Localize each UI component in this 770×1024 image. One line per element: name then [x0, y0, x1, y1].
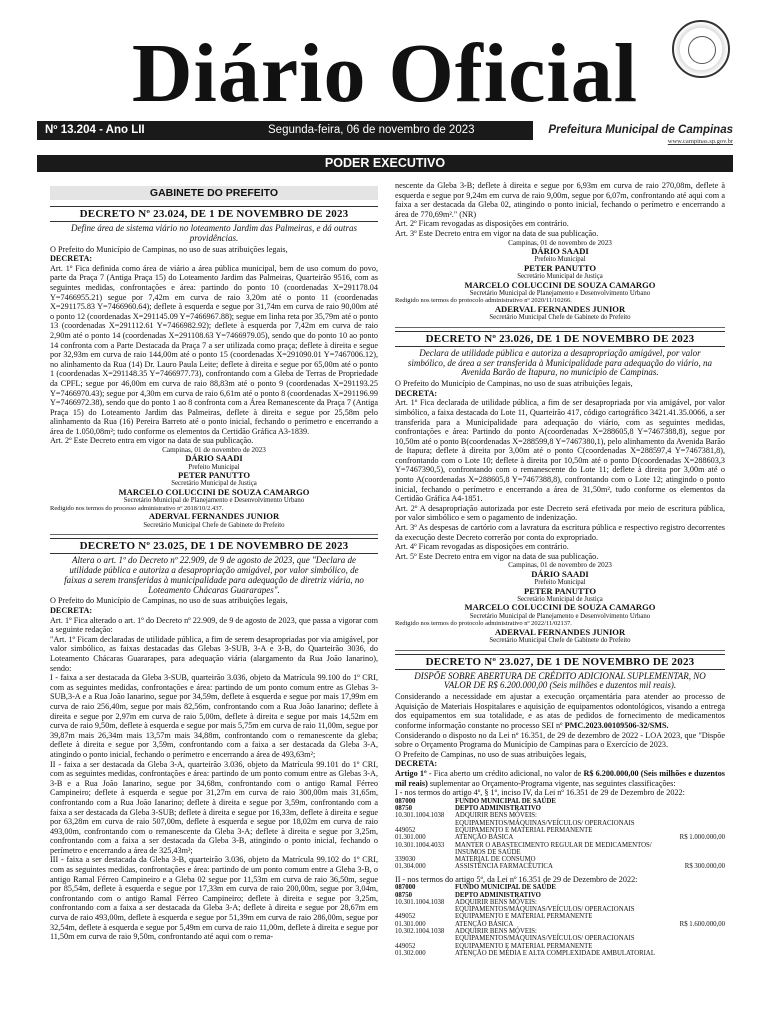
budget-cell-c3 — [655, 856, 725, 863]
signer-role: Prefeito Municipal — [188, 463, 240, 471]
decreta-label: DECRETA: — [395, 759, 438, 769]
signer-role: Secretário Municipal de Justiça — [517, 272, 603, 280]
budget-cell-c2: DEPTO ADMINISTRATIVO — [455, 891, 541, 899]
budget-cell-c1: 01.302.000 — [395, 949, 426, 957]
process-note: Redigido nos termos do protocolo administrativo nº 2020/11/10266. — [395, 297, 572, 305]
left-column — [50, 181, 378, 942]
decree-article: Art. 1º Fica definida como área de viário a área pública municipal, bem de uso comum do povo, parte da Praça 7 (Antiga Praça 15) do Loteamento Jardim das Palmeiras, Quarteirão 9516, com as seguintes medidas, confrontações e área: partindo do ponto 10 (coordenadas X=291178.04 Y=7466955.21) segue por 7,42m em curva de raio 3,20m até o ponto 11 (coordenadas X=291175.83 Y=7466960.64); deflete à esquerda e segue por 31,74m em curva de raio 90,00m até o ponto 12 (coordenadas X=291145.09 Y=7466967.88); segue em linha reta por 35,79m até o ponto 13 (coordenadas X=291112.61 Y=7466982.92); deflete à esquerda por 7,42m em curva de raio 2,90m até o ponto 14 (coordenadas X=291108.63 Y=7466979.05), sendo que do ponto 10 ao ponto 14 confronta com a Parte Destacada da Praça 7 a ser utilizada como praça; deflete à direita e segue por 32,93m em curva de raio 144,00m até o ponto 15 (coordenadas X=291090.01 Y=7467006.12), no alinhamento da Rua (14) Dr. Lauro Paula Leite; deflete à direita e segue por 65,00m até o ponto 1 (coordenadas X=291148.35 Y=7466977.73), confrontando com a Gleba de Terras de Propriedade da CPFL; segue por 46,00m em curva de raio 88,83m até o ponto 9 (coordenadas X=291193.25 Y=7466970.43); segue por 4,30m em curva de raio 6,61m até o ponto 8 (coordenadas X=291196.99 Y=7466972.38), sendo que do ponto 1 ao 8 confronta com a Área Remanescente da Praça 7 (Antiga Praça 15) do Loteamento Jardim das Palmeiras, deflete à direita e segue por 25,58m pelo alinhamento da Rua (16) Pereira Barreto até o ponto inicial, fechando o perímetro e encerrando a área de 1.050,08m²; tudo conforme os elementos da Certidão Gráfica A3-1839. — [50, 263, 378, 436]
decree-23024-ementa: Define área de sistema viário no loteamento Jardim das Palmeiras, e dá outras providências. — [70, 223, 358, 243]
budget-cell-c3 — [655, 884, 725, 891]
budget-row — [395, 842, 725, 857]
signer-name: DÁRIO SAADI — [531, 568, 589, 579]
budget-cell-c1: 01.304.000 — [395, 863, 426, 871]
decree-paragraph: Considerando o disposto no da Lei nº 16.351, de 29 de dezembro de 2022 - LOA 2023, que "Dispõe sobre o Orçamento Programa do Município de Campinas para o Exercício de 2023. — [395, 730, 725, 750]
signer-role: Secretário Municipal de Planejamento e Desenvolvimento Urbano — [123, 497, 305, 505]
budget-row — [395, 943, 725, 950]
budget-row — [395, 863, 725, 870]
signer-name: ADERVAL FERNANDES JUNIOR — [494, 626, 626, 637]
decree-article: Art. 2º A desapropriação autorizada por este Decreto será efetivada por meio de escritura pública, por valor simbólico e sem o pagamento de indenização. — [395, 503, 725, 523]
budget-cell-c2: FUNDO MUNICIPAL DE SAÚDE — [455, 797, 556, 805]
divider — [395, 327, 725, 328]
decreta-label: DECRETA: — [395, 388, 438, 398]
decree-paragraph: Art. 1º Fica alterado o art. 1º do Decreto nº 22.909, de 9 de agosto de 2023, que passa a vigorar com a seguinte redação: — [50, 615, 378, 635]
budget-row — [395, 856, 725, 863]
signer-name: MARCELO COLUCCINI DE SOUZA CAMARGO — [118, 487, 310, 498]
budget-cell-c3 — [655, 899, 725, 914]
budget-cell-c1: 087000 — [395, 797, 416, 805]
budget-cell-c1: 08750 — [395, 891, 412, 899]
budget-cell-c1: 08750 — [395, 805, 412, 813]
budget-cell-c2: DEPTO ADMINISTRATIVO — [455, 805, 541, 813]
right-column — [395, 181, 725, 957]
decree-23025-ementa: Altera o art. 1º do Decreto nº 22.909, de 9 de agosto de 2023, que "Declara de utilidade pública e autoriza a desapropriação amigável, por valor simbólico, de faixas a serem transferidas à municipalidade para adequação de diretriz viária, no Loteamento Chácaras Guararapes". — [64, 555, 364, 595]
budget-cell-c3: R$ 1.600.000,00 — [679, 920, 725, 928]
signer-name: DÁRIO SAADI — [185, 453, 243, 464]
signature-date: Campinas, 01 de novembro de 2023 — [508, 238, 612, 247]
signer-role: Secretário Municipal de Justiça — [171, 480, 257, 488]
budget-row — [395, 827, 725, 834]
signature-date: Campinas, 01 de novembro de 2023 — [162, 446, 266, 455]
budget-cell-c1: 449052 — [395, 942, 416, 950]
budget-cell-c3 — [655, 812, 725, 827]
decree-paragraph: III - faixa a ser destacada da Gleba 3-B, quarteirão 3.036, objeto da Matrícula 99.102 do 1º CRI, com as seguintes medidas, confrontações e área: partindo de um ponto comum entre a Gleba 3-B, o antigo Ramal Férreo Campineiro e a Gleba 02 segue por 11,53m em curva de raio 36,50m, segue por 85,54m, deflete à esquerda e segue por 17,33m em curva de raio 200,00m, segue por 3,04m, confrontando com o antigo Ramal Férreo Campineiro; deflete à direita e segue por 3,25m, confrontando com a faixa a ser destacada da Gleba 3-A; deflete à direita e segue por 28,67m em curva de raio 493,00m, deflete à esquerda e segue por 51,39m em curva de raio 286,00m, segue por 32,54m, deflete à esquerda e segue por 5,49m em curva de raio 11,00m, deflete à direita e segue por 11,50m em curva de raio 9,50m, confrontando até aqui com o rema- — [50, 855, 378, 942]
budget-cell-c1: 087000 — [395, 884, 416, 892]
budget-row — [395, 928, 725, 943]
budget-clause: II - nos termos do artigo 5º, da Lei nº 16.351 de 29 de Dezembro de 2022: — [395, 874, 638, 884]
process-note: Redigido nos termos do processo administrativo nº 2018/10/2.437. — [50, 504, 224, 512]
decreta-label: DECRETA: — [50, 606, 93, 616]
decree-article: Art. 3º As despesas de cartório com a lavratura da escritura pública e respectivo registro decorrentes da execução deste Decreto correrão por conta do expropriado. — [395, 523, 725, 542]
divider — [395, 650, 725, 651]
budget-cell-c3 — [655, 950, 725, 957]
signer-role: Secretário Municipal de Planejamento e Desenvolvimento Urbano — [469, 289, 651, 297]
signer-role: Secretário Municipal Chefe de Gabinete do Prefeito — [489, 314, 631, 322]
decreta-label: DECRETA: — [50, 254, 93, 264]
budget-row — [395, 812, 725, 827]
budget-cell-c3 — [655, 798, 725, 805]
budget-row — [395, 834, 725, 841]
signer-role: Secretário Municipal de Planejamento e Desenvolvimento Urbano — [469, 612, 651, 620]
decree-intro: O Prefeito de Campinas, no uso de suas atribuições legais, — [395, 749, 587, 759]
budget-cell-c2: MATERIAL DE CONSUMO — [455, 856, 536, 864]
budget-cell-c3: R$ 1.000.000,00 — [679, 834, 725, 842]
budget-cell-c3: R$ 300.000,00 — [684, 863, 725, 871]
signer-name: PETER PANUTTO — [523, 585, 597, 596]
budget-cell-c2: ADQUIRIR BENS MÓVEIS: EQUIPAMENTOS/MÁQUINAS/VEÍCULOS/ OPERACIONAIS — [455, 812, 635, 827]
signer-name: PETER PANUTTO — [177, 470, 251, 481]
budget-cell-c3 — [655, 913, 725, 920]
budget-cell-c2: EQUIPAMENTO E MATERIAL PERMANENTE — [455, 942, 593, 950]
budget-cell-c1: 01.301.000 — [395, 834, 426, 842]
issue-number: Nº 13.204 - Ano LII — [45, 124, 145, 136]
budget-cell-c2: ATENÇÃO DE MÉDIA E ALTA COMPLEXIDADE AMBULATORIAL — [455, 949, 655, 957]
decree-23027-title: DECRETO Nº 23.027, DE 1 DE NOVEMBRO DE 2023 — [395, 654, 725, 670]
decree-paragraph: II - faixa a ser destacada da Gleba 3-A, quarteirão 3.036, objeto da Matrícula 99.101 do 1º CRI, com as seguintes medidas, confrontações e área: partindo de um ponto comum entre as Glebas 3-A, 3-B e a Rua João Ianarino, segue por 34,68m, confrontando com o antigo Ramal Férreo Campineiro; deflete à esquerda e segue por 31,27m em curva de raio 300,00m mais 31,65m, confrontando com a Rua João Ianarino; deflete à direita e segue por 3,59m, confrontando com a faixa a ser destacada da Gleba 3-SUB; deflete à direita e segue por 16,33m, deflete à direita e segue por 63,28m em curva de raio 507,00m, deflete à esquerda e segue por 18,02m em curva de raio 493,00m, confrontando com o remanescente da Gleba 3-A; deflete à direita e segue por 3,25m, confrontando com a faixa a ser destacada da Gleba 3-B, atingindo o ponto inicial, fechando o perímetro e encerrando a área de 325,43m²; — [50, 759, 378, 855]
signer-role: Secretário Municipal de Justiça — [517, 595, 603, 603]
decree-article: Art. 5º Este Decreto entra em vigor na data de sua publicação. — [395, 551, 599, 561]
newspaper-title: Diário Oficial — [131, 27, 639, 120]
decree-article: Art. 3º Este Decreto entra em vigor na data de sua publicação. — [395, 228, 599, 238]
decree-23025-title: DECRETO Nº 23.025, DE 1 DE NOVEMBRO DE 2023 — [50, 538, 378, 554]
budget-row — [395, 892, 725, 899]
decree-paragraph: Considerando a necessidade em ajustar a execução orçamentária para atender ao processo de Aquisição de Materiais Hospitalares e aquisição de equipamentos odontológicos, visando a entrega dos equipamentos em sua totalidade, e as atas de pedidos de fornecimento de medicamentos conforme informação constante no processo SEI nº PMC.2023.00109506-32/SMS. — [395, 692, 725, 730]
signer-name: MARCELO COLUCCINI DE SOUZA CAMARGO — [464, 602, 656, 613]
decree-article: Art. 1º Fica declarada de utilidade pública, a fim de ser desapropriada por via amigável, por valor simbólico, a faixa destacada do Lote 11, Quarteirão 417, código cartográfico 3421.41.35.0066, a ser transferida para a Municipalidade para adequação do viário, com as seguintes medidas, confrontações e área: Partindo do ponto A(coordenadas X=288605,8 Y=7467388,8), segue por 10,50m até o ponto B(coordenadas X=288599,8 Y=7467380,1), pelo alinhamento da Avenida Barão de Itapura; deflete à direita por 3,00m até o ponto C(coordenadas X=288597,4 Y=7467381,8), confrontando com o Lote 10; deflete à direita por 10,50m até o ponto D(coordenadas X=288603,3 Y=7467390,5), confrontando com o remanescente do Lote 11; deflete à direita por 3,00m até o ponto A(coordenadas X=288605,8 Y=7467388,8), confrontando com o Lote 12; atingindo o ponto inicial, fechando o perímetro e encerrando a área de 31,50m², tudo conforme os elementos da Certidão Gráfica A4-1851. — [395, 398, 725, 504]
masthead — [0, 0, 770, 150]
decree-23026-ementa: Declara de utilidade pública e autoriza a desapropriação amigável, por valor simbólico, de área a ser transferida à Municipalidade para adequação do viário, na Avenida Barão de Itapura, no município de Campinas. — [407, 347, 713, 378]
decree-intro: O Prefeito do Município de Campinas, no uso de suas atribuições legais, — [50, 244, 288, 254]
budget-row — [395, 913, 725, 920]
budget-cell-c2: ASSISTÊNCIA FARMACÊUTICA — [455, 863, 553, 871]
signer-name: MARCELO COLUCCINI DE SOUZA CAMARGO — [464, 279, 656, 290]
section-banner: PODER EXECUTIVO — [37, 155, 733, 172]
gabinete-heading: GABINETE DO PREFEITO — [50, 186, 378, 200]
header-bar — [37, 121, 533, 140]
budget-cell-c2: ADQUIRIR BENS MÓVEIS: EQUIPAMENTOS/MÁQUINAS/VEÍCULOS/ OPERACIONAIS — [455, 928, 635, 943]
decree-article: Art. 2º Ficam revogadas as disposições em contrário. — [395, 219, 569, 229]
budget-cell-c1: 10.301.1004.1038 — [395, 898, 445, 906]
budget-cell-c3 — [655, 892, 725, 899]
decree-article: Art. 4º Ficam revogadas as disposições em contrário. — [395, 542, 569, 552]
site-link[interactable]: www.campinas.sp.gov.br — [667, 138, 733, 145]
budget-cell-c1: 449052 — [395, 913, 416, 921]
municipal-seal-icon — [672, 20, 730, 78]
decree-paragraph: nescente da Gleba 3-B; deflete à direita e segue por 6,93m em curva de raio 270,08m, deflete à esquerda e segue por 9,24m em curva de raio 9,00m, segue por 6,07m, confrontando até aqui com a faixa a ser destacada da Gleba 02, atingindo o ponto inicial, fechando o perímetro e encerrando a área de 770,69m²." (NR) — [395, 181, 725, 219]
process-note: Redigido nos termos do protocolo administrativo nº 2022/11/02137. — [395, 620, 572, 628]
budget-cell-c2: ADQUIRIR BENS MÓVEIS: EQUIPAMENTOS/MÁQUINAS/VEÍCULOS/ OPERACIONAIS — [455, 898, 635, 914]
decree-23027-ementa: DISPÕE SOBRE ABERTURA DE CRÉDITO ADICIONAL SUPLEMENTAR, NO VALOR DE R$ 6.200.000,00 (Seis milhões e duzentos mil reais). — [414, 670, 706, 691]
sei-number: PMC.2023.00109506-32/SMS. — [564, 720, 669, 730]
budget-cell-c2: EQUIPAMENTO E MATERIAL PERMANENTE — [455, 913, 593, 921]
signature-date: Campinas, 01 de novembro de 2023 — [508, 561, 612, 570]
budget-cell-c2: MANTER O ABASTECIMENTO REGULAR DE MEDICAMENTOS/ INSUMOS DE SAÚDE — [455, 841, 652, 856]
budget-row — [395, 884, 725, 891]
budget-row — [395, 899, 725, 914]
decree-paragraph: I - faixa a ser destacada da Gleba 3-SUB, quarteirão 3.036, objeto da Matrícula 99.100 do 1º CRI, com as seguintes medidas, confrontações e área: partindo de um ponto comum entre as Glebas 3-SUB,3-A e a Rua João Ianarino, segue por 34,59m, deflete à esquerda e segue por mais 17,99m em curva de raio 256,40m, segue por mais 82,56m, confrontando com a Rua João Ianarino; deflete à direita e segue por 2,97m em curva de raio 5,00m, deflete à direita e segue por mais 14,52m em curva de raio 9,50m, deflete à esquerda e segue por mais 5,75m em curva de raio 11,00m, segue por 39,87m mais 26,34m mais 13,57m mais 34,88m, confrontando com o remanescente da gleba; deflete à direita e segue por 3,59m, confrontando com a faixa a ser destacada da Gleba 3-A, atingindo o ponto inicial, fechando o perímetro e encerrando a área de 493,63m²; — [50, 673, 378, 759]
signer-role: Secretário Municipal Chefe de Gabinete do Prefeito — [143, 521, 285, 529]
budget-cell-c2: ATENÇÃO BÁSICA — [455, 834, 514, 842]
decree-article: Artigo 1º - Fica aberto um crédito adicional, no valor de R$ 6.200.000,00 (Seis milhões e duzentos mil reais) suplementar ao Orçamento-Programa vigente, nas seguintes classificações: — [395, 768, 725, 788]
budget-cell-c1: 449052 — [395, 826, 416, 834]
budget-cell-c1: 339030 — [395, 856, 416, 864]
signer-name: ADERVAL FERNANDES JUNIOR — [148, 511, 280, 522]
signer-role: Prefeito Municipal — [534, 579, 586, 587]
budget-cell-c3 — [655, 805, 725, 812]
budget-cell-c1: 10.302.1004.1038 — [395, 928, 445, 936]
budget-cell-c1: 10.301.1004.1038 — [395, 812, 445, 820]
budget-row — [395, 921, 725, 928]
issue-date: Segunda-feira, 06 de novembro de 2023 — [268, 124, 475, 136]
budget-clause: I - nos termos do artigo 4º, § 1º, inciso IV, da Lei nº 16.351 de 29 de Dezembro de 2022: — [395, 788, 685, 798]
decree-intro: O Prefeito do Município de Campinas, no uso de suas atribuições legais, — [50, 596, 288, 606]
divider — [50, 534, 378, 535]
budget-cell-c3 — [655, 928, 725, 943]
budget-table-2 — [395, 884, 725, 957]
budget-cell-c1: 10.301.1004.4033 — [395, 841, 445, 849]
signer-role: Prefeito Municipal — [534, 256, 586, 264]
decree-paragraph: "Art. 1º Ficam declaradas de utilidade pública, a fim de serem desapropriadas por via amigável, por valor simbólico, as faixas destacadas das Glebas 3-SUB, 3-A e 3-B, do Quarteirão 3036, do Loteamento Chácaras Guararapes, para adequação viária (alargamento da Rua João Ianarino), sendo: — [50, 634, 378, 673]
budget-row — [395, 950, 725, 957]
budget-row — [395, 805, 725, 812]
budget-cell-c2: FUNDO MUNICIPAL DE SAÚDE — [455, 884, 556, 892]
budget-cell-c3 — [655, 842, 725, 857]
decree-23024-title: DECRETO Nº 23.024, DE 1 DE NOVEMBRO DE 2023 — [50, 206, 378, 222]
decree-article: Art. 2º Este Decreto entra em vigor na data de sua publicação. — [50, 436, 254, 446]
decree-23026-title: DECRETO Nº 23.026, DE 1 DE NOVEMBRO DE 2023 — [395, 331, 725, 347]
decree-intro: O Prefeito do Município de Campinas, no uso de suas atribuições legais, — [395, 379, 633, 389]
budget-cell-c1: 01.301.000 — [395, 920, 426, 928]
budget-row — [395, 798, 725, 805]
signer-name: PETER PANUTTO — [523, 262, 597, 273]
prefeitura-name: Prefeitura Municipal de Campinas — [548, 124, 733, 136]
budget-table-1 — [395, 798, 725, 871]
signer-name: ADERVAL FERNANDES JUNIOR — [494, 303, 626, 314]
budget-cell-c2: ATENÇÃO BÁSICA — [455, 920, 514, 928]
signer-role: Secretário Municipal Chefe de Gabinete do Prefeito — [489, 637, 631, 645]
signer-name: DÁRIO SAADI — [531, 245, 589, 256]
budget-cell-c3 — [655, 943, 725, 950]
budget-cell-c3 — [655, 827, 725, 834]
budget-cell-c2: EQUIPAMENTO E MATERIAL PERMANENTE — [455, 826, 593, 834]
